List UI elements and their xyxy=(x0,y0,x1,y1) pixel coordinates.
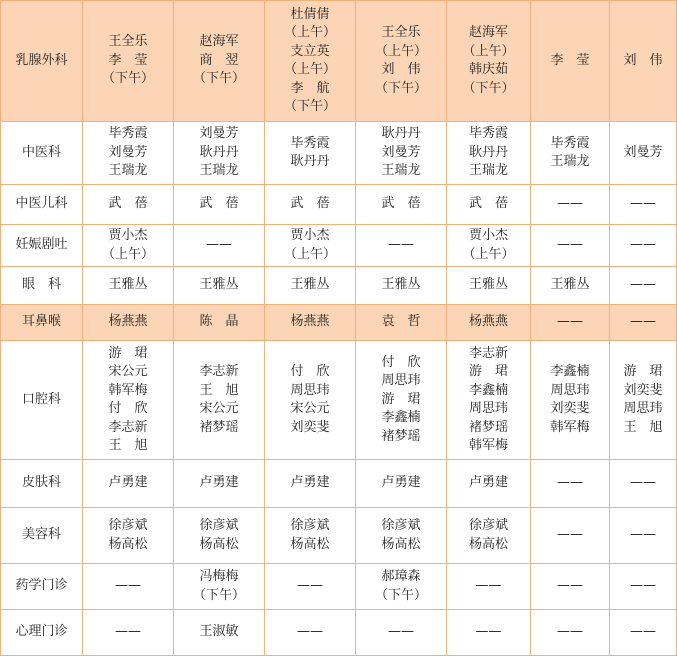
cell-line: 耿丹丹 xyxy=(199,144,239,160)
table-row xyxy=(1,185,677,225)
cell-line: —— xyxy=(475,578,502,594)
cell-line: 徐彦斌 xyxy=(199,518,239,533)
cell-line: 李鑫楠 xyxy=(381,410,421,426)
cell-line: 赵海军 xyxy=(199,34,239,50)
table-row xyxy=(1,122,677,185)
table-row xyxy=(1,1,677,122)
cell-line: 徐彦斌 xyxy=(381,518,421,533)
cell-line: 褚梦瑶 xyxy=(199,419,239,435)
cell-line: 李鑫楠 xyxy=(550,364,590,379)
department-name: 耳鼻喉 xyxy=(21,314,61,330)
schedule-cell xyxy=(83,1,174,122)
cell-line: 李志新 xyxy=(108,419,148,435)
cell-line: 陈 晶 xyxy=(199,314,239,330)
schedule-cell xyxy=(447,185,531,225)
department-cell xyxy=(1,508,83,564)
department-name: 中医科 xyxy=(21,144,61,160)
schedule-cell xyxy=(265,341,356,460)
cell-line: 刘曼芳 xyxy=(381,144,421,160)
cell-line: 周思玮 xyxy=(381,373,421,389)
cell-line: —— xyxy=(630,277,656,293)
department-name: 眼 科 xyxy=(21,277,61,293)
cell-line: 杜倩倩 xyxy=(290,6,330,22)
cell-line: —— xyxy=(630,578,656,594)
cell-line: 王雅丛 xyxy=(199,277,239,293)
cell-line: 徐彦斌 xyxy=(290,518,330,533)
cell-line: 卢勇建 xyxy=(290,475,330,491)
cell-line: 杨高松 xyxy=(108,536,148,552)
schedule-cell xyxy=(356,267,447,305)
schedule-cell xyxy=(265,564,356,610)
cell-line: —— xyxy=(557,527,583,543)
cell-line: 王全乐 xyxy=(381,25,421,40)
cell-line: 袁 哲 xyxy=(381,314,421,330)
cell-line: 耿丹丹 xyxy=(381,126,421,142)
cell-line: 王瑞龙 xyxy=(468,163,508,179)
cell-line: 贾小杰 xyxy=(290,228,330,243)
department-cell xyxy=(1,341,83,460)
cell-line: 王雅丛 xyxy=(381,277,421,293)
department-cell xyxy=(1,460,83,508)
table-row xyxy=(1,305,677,341)
cell-line: 游 珺 xyxy=(108,345,148,361)
cell-line: 李 莹 xyxy=(108,52,148,68)
cell-line: （上午） xyxy=(283,25,336,40)
cell-line: —— xyxy=(557,314,583,330)
cell-line: —— xyxy=(557,196,583,212)
schedule-cell xyxy=(531,460,610,508)
cell-line: 付 欣 xyxy=(381,354,421,370)
cell-line: （下午） xyxy=(462,80,515,96)
cell-line: 王雅丛 xyxy=(468,277,508,293)
cell-line: 周思玮 xyxy=(290,382,330,398)
table-row xyxy=(1,610,677,656)
schedule-cell xyxy=(356,460,447,508)
cell-line: —— xyxy=(630,237,656,253)
cell-line: 韩庆茹 xyxy=(468,62,508,77)
cell-line: 商 翌 xyxy=(199,52,239,68)
cell-line: —— xyxy=(297,624,323,640)
schedule-cell xyxy=(531,564,610,610)
cell-line: 耿丹丹 xyxy=(468,144,508,160)
department-name: 乳腺外科 xyxy=(15,52,68,68)
schedule-cell xyxy=(174,267,265,305)
department-name: 妊娠剧吐 xyxy=(15,237,68,253)
cell-line: —— xyxy=(630,196,656,212)
schedule-cell xyxy=(265,122,356,185)
schedule-cell xyxy=(531,610,610,656)
cell-line: 王淑敏 xyxy=(199,624,239,640)
schedule-cell xyxy=(356,341,447,460)
cell-line: 付 欣 xyxy=(108,401,148,416)
cell-line: 武 蓓 xyxy=(381,196,421,212)
schedule-cell xyxy=(265,1,356,122)
schedule-cell xyxy=(174,610,265,656)
schedule-cell xyxy=(83,610,174,656)
schedule-cell xyxy=(531,225,610,267)
cell-line: 褚梦瑶 xyxy=(381,428,421,444)
schedule-cell xyxy=(83,341,174,460)
department-cell xyxy=(1,305,83,341)
cell-line: 刘奕斐 xyxy=(290,419,330,435)
cell-line: —— xyxy=(630,475,656,491)
department-cell xyxy=(1,1,83,122)
schedule-cell xyxy=(174,460,265,508)
cell-line: 王 旭 xyxy=(108,438,148,453)
schedule-cell xyxy=(265,225,356,267)
cell-line: —— xyxy=(557,578,583,594)
department-name: 口腔科 xyxy=(21,391,61,407)
cell-line: 徐彦斌 xyxy=(108,518,148,533)
schedule-cell xyxy=(447,564,531,610)
schedule-cell xyxy=(447,267,531,305)
cell-line: 武 蓓 xyxy=(290,196,330,212)
cell-line: 杨燕燕 xyxy=(290,314,330,330)
cell-line: 刘曼芳 xyxy=(108,144,148,160)
table-row xyxy=(1,564,677,610)
schedule-cell xyxy=(356,305,447,341)
schedule-cell xyxy=(83,267,174,305)
cell-line: 褚梦瑶 xyxy=(468,419,508,435)
cell-line: 杨高松 xyxy=(468,536,508,552)
schedule-cell xyxy=(610,610,677,656)
cell-line: 李鑫楠 xyxy=(468,382,508,398)
cell-line: 武 蓓 xyxy=(108,196,148,212)
department-name: 药学门诊 xyxy=(15,578,68,594)
schedule-cell xyxy=(356,1,447,122)
cell-line: 宋公元 xyxy=(199,401,239,416)
cell-line: （下午） xyxy=(192,587,245,603)
cell-line: 杨燕燕 xyxy=(108,314,148,330)
schedule-cell xyxy=(447,610,531,656)
cell-line: 卢勇建 xyxy=(199,475,239,491)
table-row xyxy=(1,267,677,305)
cell-line: 李志新 xyxy=(199,364,239,379)
cell-line: 周思玮 xyxy=(623,401,663,416)
schedule-cell xyxy=(610,305,677,341)
schedule-body xyxy=(1,1,677,656)
cell-line: —— xyxy=(388,237,414,253)
cell-line: —— xyxy=(475,624,502,640)
cell-line: —— xyxy=(557,475,583,491)
cell-line: 周思玮 xyxy=(550,382,590,398)
cell-line: 王 旭 xyxy=(199,382,239,398)
cell-line: （下午） xyxy=(374,80,427,96)
schedule-cell xyxy=(83,122,174,185)
schedule-cell xyxy=(174,305,265,341)
cell-line: 宋公元 xyxy=(108,364,148,379)
cell-line: （上午） xyxy=(462,43,515,59)
cell-line: 王瑞龙 xyxy=(550,154,590,169)
department-name: 皮肤科 xyxy=(21,475,61,491)
cell-line: （下午） xyxy=(374,587,427,603)
schedule-cell xyxy=(447,1,531,122)
department-cell xyxy=(1,610,83,656)
schedule-cell xyxy=(610,564,677,610)
cell-line: 郝璋森 xyxy=(381,569,421,584)
department-cell xyxy=(1,564,83,610)
cell-line: —— xyxy=(206,237,232,253)
cell-line: 刘奕斐 xyxy=(623,382,663,398)
cell-line: 冯梅梅 xyxy=(199,569,239,584)
cell-line: 王全乐 xyxy=(108,34,148,50)
cell-line: （下午） xyxy=(192,71,245,87)
cell-line: 卢勇建 xyxy=(108,475,148,491)
cell-line: 杨高松 xyxy=(290,536,330,552)
cell-line: 赵海军 xyxy=(468,25,508,40)
schedule-cell xyxy=(265,267,356,305)
cell-line: —— xyxy=(557,237,583,253)
schedule-cell xyxy=(610,508,677,564)
schedule-cell xyxy=(531,341,610,460)
cell-line: 徐彦斌 xyxy=(468,518,508,533)
schedule-cell xyxy=(531,267,610,305)
cell-line: —— xyxy=(115,624,141,640)
schedule-cell xyxy=(356,508,447,564)
schedule-cell xyxy=(447,225,531,267)
schedule-cell xyxy=(174,508,265,564)
cell-line: 武 蓓 xyxy=(199,196,239,212)
schedule-cell xyxy=(174,341,265,460)
cell-line: 耿丹丹 xyxy=(290,154,330,169)
cell-line: （上午） xyxy=(462,246,515,262)
department-cell xyxy=(1,185,83,225)
cell-line: 刘曼芳 xyxy=(623,144,663,160)
table-row xyxy=(1,460,677,508)
cell-line: 毕秀霞 xyxy=(550,135,590,151)
schedule-cell xyxy=(447,341,531,460)
schedule-cell xyxy=(356,185,447,225)
cell-line: 韩军梅 xyxy=(108,382,148,398)
schedule-cell xyxy=(447,305,531,341)
department-cell xyxy=(1,225,83,267)
schedule-cell xyxy=(265,508,356,564)
cell-line: 刘 伟 xyxy=(623,52,663,68)
cell-line: 周思玮 xyxy=(468,401,508,416)
schedule-cell xyxy=(531,1,610,122)
cell-line: 杨高松 xyxy=(199,536,239,552)
schedule-cell xyxy=(265,460,356,508)
schedule-cell xyxy=(174,1,265,122)
cell-line: 游 珺 xyxy=(468,364,508,379)
cell-line: 贾小杰 xyxy=(108,228,148,243)
schedule-cell xyxy=(531,305,610,341)
schedule-cell xyxy=(356,564,447,610)
cell-line: 毕秀霞 xyxy=(108,126,148,142)
cell-line: 支立英 xyxy=(290,43,330,59)
cell-line: —— xyxy=(630,527,656,543)
schedule-cell xyxy=(610,341,677,460)
cell-line: 武 蓓 xyxy=(468,196,508,212)
cell-line: —— xyxy=(630,624,656,640)
cell-line: 王瑞龙 xyxy=(108,163,148,179)
schedule-cell xyxy=(531,508,610,564)
schedule-cell xyxy=(174,564,265,610)
table-row xyxy=(1,225,677,267)
department-cell xyxy=(1,267,83,305)
cell-line: 卢勇建 xyxy=(468,475,508,491)
cell-line: （下午） xyxy=(283,99,336,114)
department-name: 中医儿科 xyxy=(15,196,68,212)
cell-line: （上午） xyxy=(283,62,336,77)
cell-line: 李志新 xyxy=(468,345,508,361)
schedule-cell xyxy=(174,225,265,267)
schedule-cell xyxy=(610,225,677,267)
schedule-cell xyxy=(174,122,265,185)
cell-line: 王瑞龙 xyxy=(381,163,421,179)
cell-line: 刘 伟 xyxy=(381,62,421,77)
schedule-cell xyxy=(356,610,447,656)
schedule-cell xyxy=(610,267,677,305)
schedule-cell xyxy=(610,122,677,185)
cell-line: 毕秀霞 xyxy=(468,126,508,142)
schedule-cell xyxy=(356,122,447,185)
schedule-cell xyxy=(610,460,677,508)
cell-line: —— xyxy=(557,624,583,640)
schedule-cell xyxy=(447,460,531,508)
cell-line: 杨高松 xyxy=(381,536,421,552)
schedule-cell xyxy=(447,508,531,564)
table-row xyxy=(1,508,677,564)
schedule-cell xyxy=(610,185,677,225)
department-cell xyxy=(1,122,83,185)
cell-line: 韩军梅 xyxy=(550,419,590,435)
schedule-cell xyxy=(265,610,356,656)
department-name: 美容科 xyxy=(21,527,61,543)
schedule-cell xyxy=(356,225,447,267)
cell-line: 杨燕燕 xyxy=(468,314,508,330)
cell-line: —— xyxy=(297,578,323,594)
cell-line: —— xyxy=(630,314,656,330)
cell-line: 卢勇建 xyxy=(381,475,421,491)
schedule-cell xyxy=(83,508,174,564)
schedule-cell xyxy=(531,185,610,225)
cell-line: 游 珺 xyxy=(381,391,421,407)
schedule-cell xyxy=(83,564,174,610)
schedule-cell xyxy=(83,460,174,508)
department-name: 心理门诊 xyxy=(15,624,68,640)
schedule-cell xyxy=(83,225,174,267)
cell-line: 王 旭 xyxy=(623,419,663,435)
schedule-cell xyxy=(174,185,265,225)
cell-line: 王雅丛 xyxy=(108,277,148,293)
cell-line: 刘曼芳 xyxy=(199,126,239,142)
cell-line: —— xyxy=(115,578,141,594)
cell-line: 付 欣 xyxy=(290,364,330,379)
cell-line: —— xyxy=(388,624,414,640)
cell-line: （下午） xyxy=(101,71,154,87)
cell-line: （上午） xyxy=(283,246,336,262)
cell-line: 韩军梅 xyxy=(468,438,508,453)
cell-line: 刘奕斐 xyxy=(550,401,590,416)
cell-line: （上午） xyxy=(101,246,154,262)
cell-line: 王瑞龙 xyxy=(199,163,239,179)
cell-line: 毕秀霞 xyxy=(290,135,330,151)
cell-line: 贾小杰 xyxy=(468,228,508,243)
schedule-cell xyxy=(610,1,677,122)
schedule-cell xyxy=(447,122,531,185)
schedule-cell xyxy=(265,305,356,341)
cell-line: 李 航 xyxy=(290,80,330,96)
cell-line: 李 莹 xyxy=(550,52,590,68)
cell-line: （上午） xyxy=(374,43,427,59)
schedule-cell xyxy=(83,305,174,341)
schedule-cell xyxy=(531,122,610,185)
schedule-cell xyxy=(83,185,174,225)
cell-line: 游 珺 xyxy=(623,364,663,379)
table-row xyxy=(1,341,677,460)
cell-line: 王雅丛 xyxy=(290,277,330,293)
cell-line: 王雅丛 xyxy=(550,277,590,293)
schedule-cell xyxy=(265,185,356,225)
cell-line: 宋公元 xyxy=(290,401,330,416)
